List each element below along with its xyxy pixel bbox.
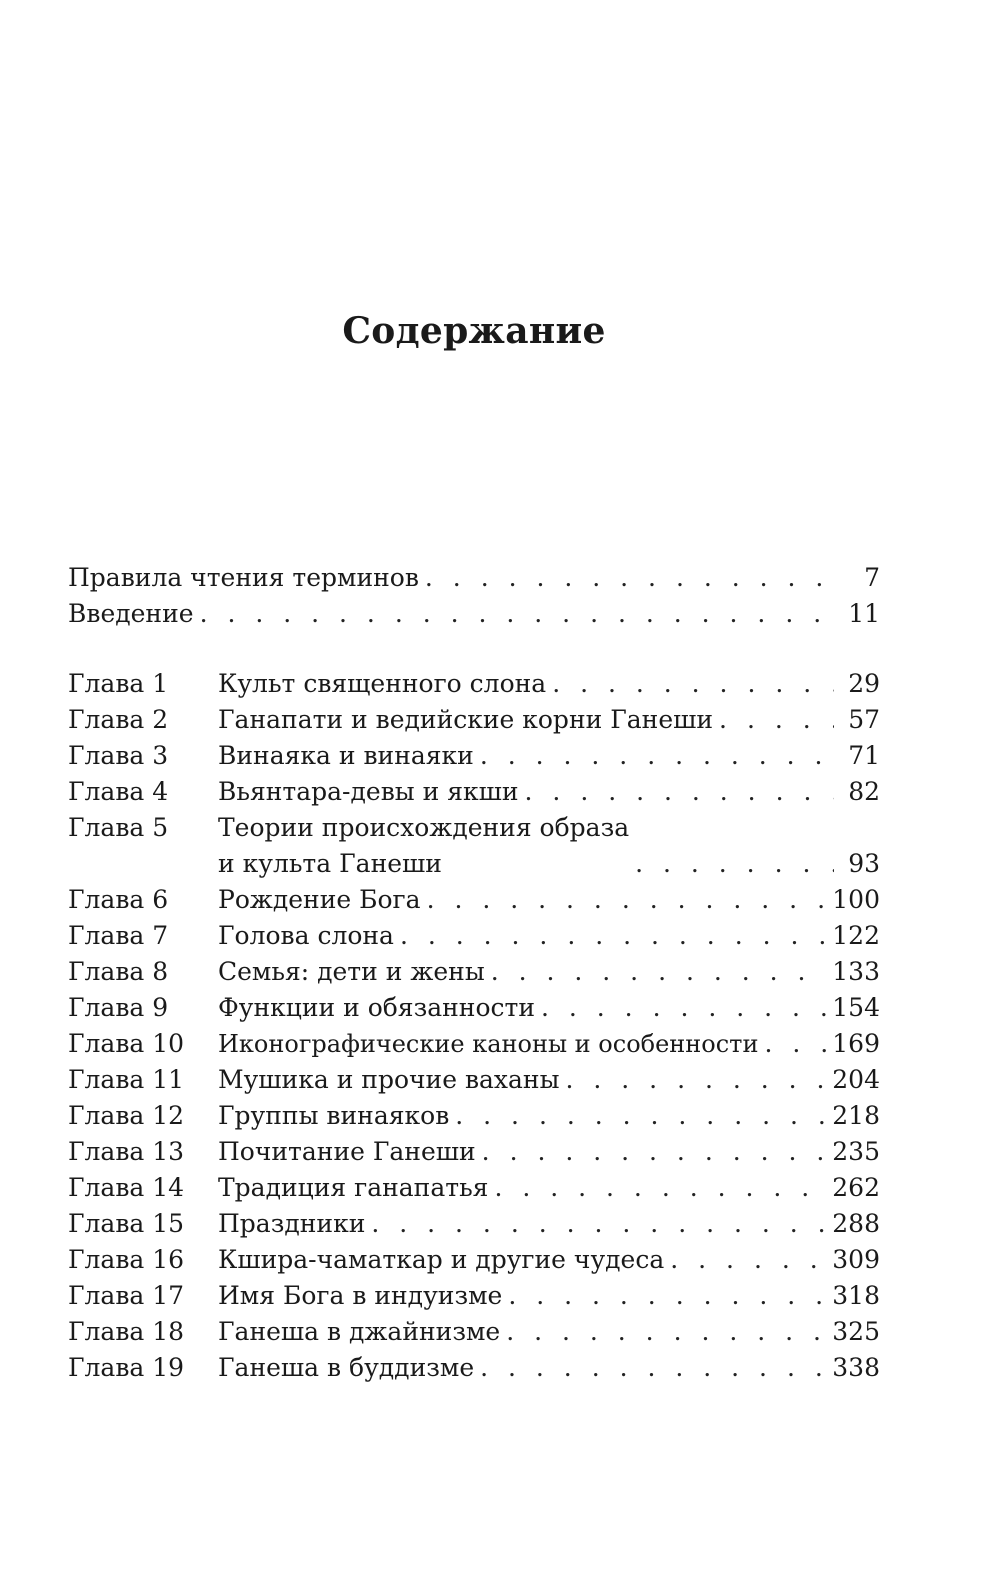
dot-leader xyxy=(670,1242,826,1278)
dot-leader xyxy=(425,560,834,596)
entry-title-block xyxy=(218,1170,832,1206)
dot-leader xyxy=(719,702,834,738)
toc-chapter-entry[interactable] xyxy=(68,1242,880,1278)
chapter-title: Культ священного слона xyxy=(218,669,547,698)
chapter-label: Глава 19 xyxy=(68,1353,185,1382)
page-number: 204 xyxy=(832,1065,880,1094)
entry-title-block xyxy=(218,1314,832,1350)
toc-chapters xyxy=(68,666,880,1386)
entry-title-block xyxy=(218,1134,832,1170)
dot-leader xyxy=(635,846,834,882)
page-number: 7 xyxy=(864,563,880,592)
chapter-title: Почитание Ганеши xyxy=(218,1137,476,1166)
entry-title-block xyxy=(218,1242,832,1278)
toc-chapter-entry[interactable] xyxy=(68,774,880,810)
entry-title-block xyxy=(218,1206,832,1242)
toc-chapter-entry[interactable] xyxy=(68,702,880,738)
page-number: 122 xyxy=(832,921,880,950)
entry-title-block xyxy=(218,1098,832,1134)
dot-leader xyxy=(480,1350,826,1386)
dot-leader xyxy=(506,1314,826,1350)
entry-title-block xyxy=(218,666,840,702)
entry-title-block xyxy=(218,702,840,738)
chapter-label: Глава 4 xyxy=(68,777,169,806)
toc-chapter-entry[interactable] xyxy=(68,954,880,990)
dot-leader xyxy=(400,918,826,954)
page-number: 309 xyxy=(832,1245,880,1274)
toc-chapter-entry[interactable] xyxy=(68,1062,880,1098)
chapter-title: Винаяка и винаяки xyxy=(218,741,474,770)
chapter-label: Глава 5 xyxy=(68,813,169,842)
page-number: 57 xyxy=(848,705,880,734)
toc-entry[interactable] xyxy=(68,560,880,596)
chapter-label: Глава 14 xyxy=(68,1173,185,1202)
toc-chapter-entry[interactable] xyxy=(68,1314,880,1350)
chapter-title: Теории происхождения образа и культа Ганеши xyxy=(218,813,630,878)
dot-leader xyxy=(541,990,826,1026)
toc-chapter-entry[interactable] xyxy=(68,882,880,918)
toc-chapter-entry[interactable] xyxy=(68,810,880,882)
entry-title-block xyxy=(218,954,832,990)
page-number: 325 xyxy=(832,1317,880,1346)
toc-chapter-entry[interactable] xyxy=(68,1026,880,1062)
toc-chapter-entry[interactable] xyxy=(68,1098,880,1134)
dot-leader xyxy=(455,1098,826,1134)
page-number: 71 xyxy=(848,741,880,770)
chapter-title: Функции и обязанности xyxy=(218,993,535,1022)
page-number: 133 xyxy=(832,957,880,986)
page-number: 262 xyxy=(832,1173,880,1202)
chapter-label: Глава 18 xyxy=(68,1317,185,1346)
dot-leader xyxy=(552,666,834,702)
toc-chapter-entry[interactable] xyxy=(68,1206,880,1242)
chapter-title: Семья: дети и жены xyxy=(218,957,485,986)
dot-leader xyxy=(525,774,834,810)
entry-title: Введение xyxy=(68,599,194,628)
entry-title-block xyxy=(68,560,840,596)
chapter-label: Глава 3 xyxy=(68,741,169,770)
chapter-title: Традиция ганапатья xyxy=(218,1173,489,1202)
dot-leader xyxy=(482,1134,827,1170)
toc-chapter-entry[interactable] xyxy=(68,918,880,954)
entry-title: Правила чтения терминов xyxy=(68,563,419,592)
page-title: Содержание xyxy=(342,310,606,352)
toc-chapter-entry[interactable] xyxy=(68,738,880,774)
chapter-title: Мушика и прочие ваханы xyxy=(218,1065,560,1094)
entry-title-block xyxy=(218,990,832,1026)
chapter-title: Праздники xyxy=(218,1209,366,1238)
chapter-label: Глава 12 xyxy=(68,1101,185,1130)
chapter-title: Голова слона xyxy=(218,921,394,950)
page-number: 82 xyxy=(848,777,880,806)
chapter-title: Кшира-чаматкар и другие чудеса xyxy=(218,1245,665,1274)
entry-title-block xyxy=(68,596,840,632)
entry-title-block xyxy=(218,918,832,954)
chapter-title: Ганапати и ведийские корни Ганеши xyxy=(218,705,714,734)
chapter-title: Группы винаяков xyxy=(218,1101,450,1130)
entry-title-block xyxy=(218,810,840,882)
chapter-label: Глава 17 xyxy=(68,1281,185,1310)
toc-chapter-entry[interactable] xyxy=(68,1170,880,1206)
chapter-label: Глава 1 xyxy=(68,669,169,698)
page-number: 100 xyxy=(832,885,880,914)
chapter-label: Глава 13 xyxy=(68,1137,185,1166)
entry-title-block xyxy=(218,738,840,774)
chapter-label: Глава 9 xyxy=(68,993,169,1022)
entry-title-block xyxy=(218,1350,832,1386)
page-number: 288 xyxy=(832,1209,880,1238)
page-number: 154 xyxy=(832,993,880,1022)
chapter-title: Иконографические каноны и особенности xyxy=(218,1030,759,1058)
toc-chapter-entry[interactable] xyxy=(68,1350,880,1386)
entry-title-block xyxy=(218,1278,832,1314)
entry-title-block xyxy=(218,1026,832,1062)
chapter-label: Глава 2 xyxy=(68,705,169,734)
dot-leader xyxy=(508,1278,826,1314)
page-number: 93 xyxy=(848,849,880,878)
dot-leader xyxy=(566,1062,827,1098)
entry-title-block xyxy=(218,1062,832,1098)
toc-chapter-entry[interactable] xyxy=(68,1278,880,1314)
dot-leader xyxy=(764,1026,826,1062)
chapter-title: Имя Бога в индуизме xyxy=(218,1281,503,1310)
page-number: 11 xyxy=(848,599,880,628)
chapter-title: Рождение Бога xyxy=(218,885,421,914)
dot-leader xyxy=(480,738,834,774)
entry-title-block xyxy=(218,774,840,810)
chapter-label: Глава 8 xyxy=(68,957,169,986)
toc-chapter-entry[interactable] xyxy=(68,666,880,702)
toc-chapter-entry[interactable] xyxy=(68,990,880,1026)
page-number: 318 xyxy=(832,1281,880,1310)
toc-entry[interactable] xyxy=(68,596,880,632)
chapter-title: Ганеша в джайнизме xyxy=(218,1317,501,1346)
page-number: 218 xyxy=(832,1101,880,1130)
page-number: 169 xyxy=(832,1029,880,1058)
page-number: 29 xyxy=(848,669,880,698)
dot-leader xyxy=(491,954,827,990)
chapter-label: Глава 7 xyxy=(68,921,169,950)
chapter-label: Глава 6 xyxy=(68,885,169,914)
chapter-title: Вьянтара-девы и якши xyxy=(218,777,519,806)
dot-leader xyxy=(371,1206,826,1242)
chapter-label: Глава 16 xyxy=(68,1245,185,1274)
chapter-label: Глава 11 xyxy=(68,1065,185,1094)
toc-front-matter xyxy=(68,560,880,632)
entry-title-block xyxy=(218,882,832,918)
page-number: 235 xyxy=(832,1137,880,1166)
dot-leader xyxy=(200,596,834,632)
dot-leader xyxy=(494,1170,826,1206)
chapter-label: Глава 15 xyxy=(68,1209,185,1238)
dot-leader xyxy=(427,882,827,918)
chapter-title: Ганеша в буддизме xyxy=(218,1353,475,1382)
chapter-label: Глава 10 xyxy=(68,1029,185,1058)
toc-chapter-entry[interactable] xyxy=(68,1134,880,1170)
page-number: 338 xyxy=(832,1353,880,1382)
